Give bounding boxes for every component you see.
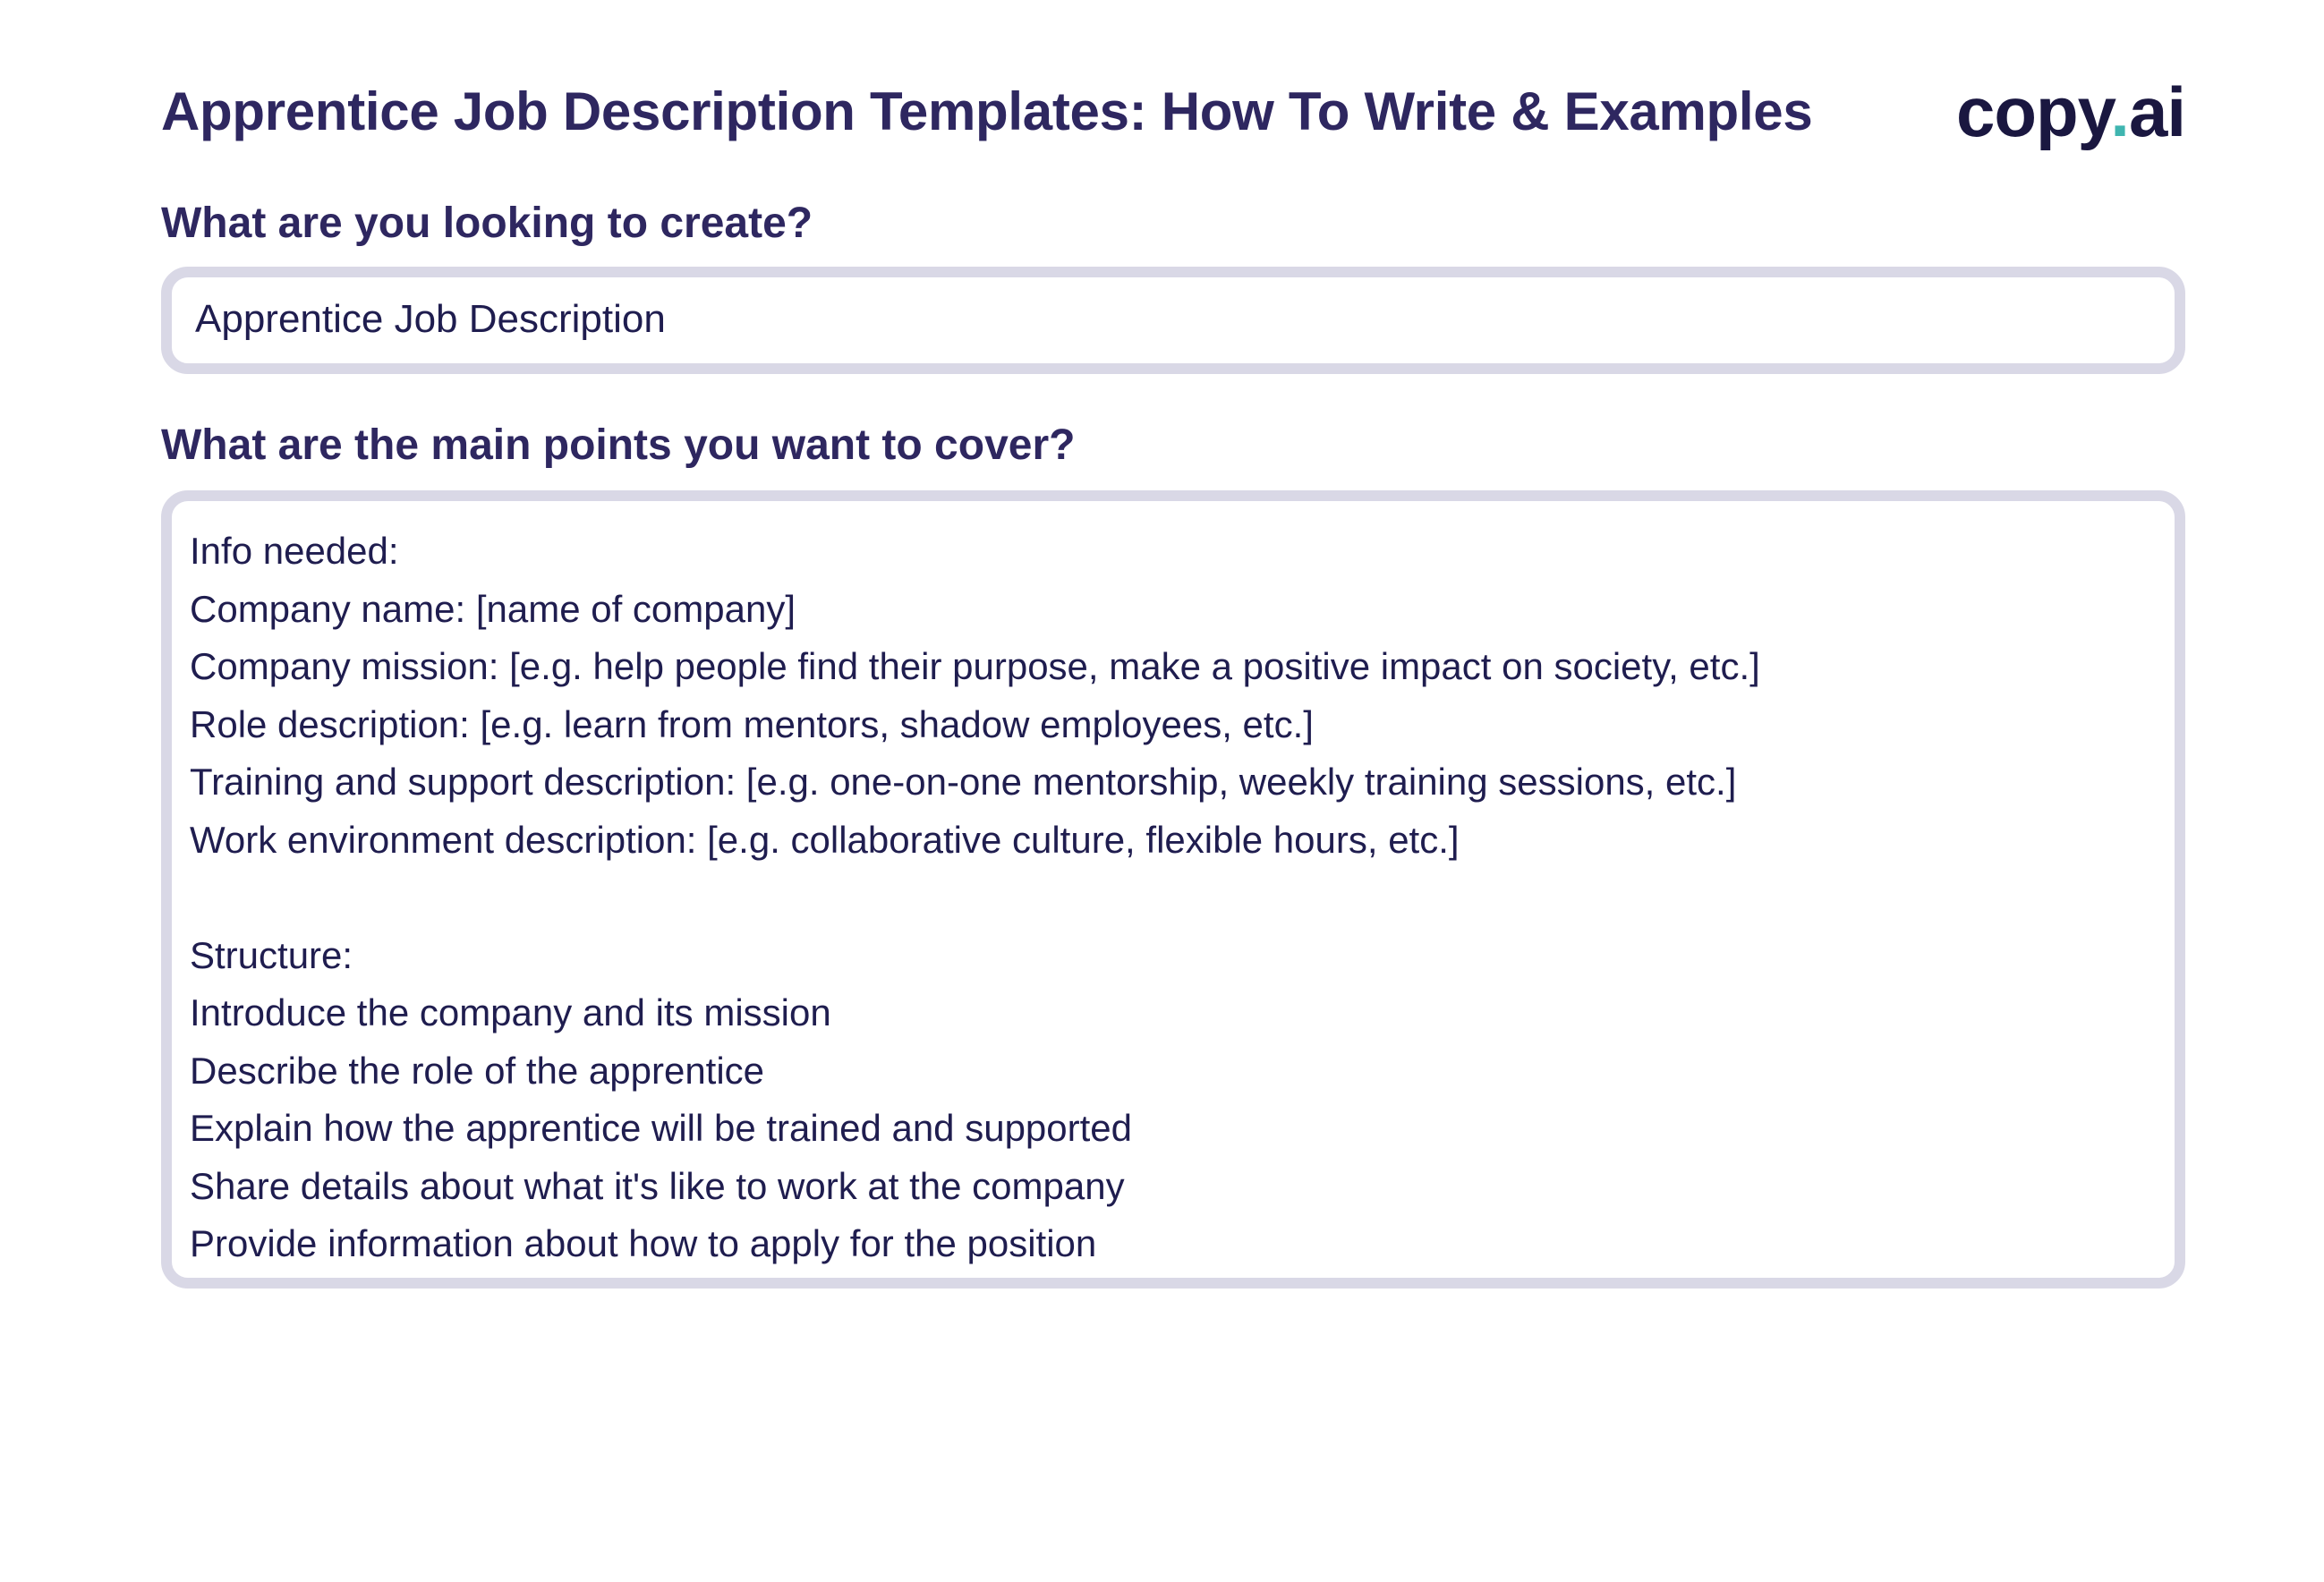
points-line: Training and support description: [e.g. one-on-one mentorship, weekly training sessions, etc.] <box>190 761 1737 803</box>
points-line: Company name: [name of company] <box>190 587 796 630</box>
points-line: Introduce the company and its mission <box>190 991 831 1033</box>
points-line: Role description: [e.g. learn from mentors, shadow employees, etc.] <box>190 702 1314 745</box>
logo-text-main: copy <box>1956 72 2111 151</box>
header <box>161 72 2185 161</box>
points-blank-line <box>190 869 2157 927</box>
points-line: Provide information about how to apply for the position <box>190 1222 1097 1264</box>
points-line: Work environment description: [e.g. collaborative culture, flexible hours, etc.] <box>190 818 1460 861</box>
points-line: Company mission: [e.g. help people find their purpose, make a positive impact on society, etc.] <box>190 645 1760 687</box>
points-line: Share details about what it's like to work at the company <box>190 1164 1125 1207</box>
copy-ai-logo[interactable] <box>1956 72 2185 153</box>
points-line: Structure: <box>190 933 353 976</box>
points-line: Explain how the apprentice will be trained and supported <box>190 1107 1133 1149</box>
create-question-label: What are you looking to create? <box>161 200 813 247</box>
main-points-question-label: What are the main points you want to cover? <box>161 421 1076 469</box>
points-line: Info needed: <box>190 530 399 572</box>
logo-dot: . <box>2110 72 2129 151</box>
points-line: Describe the role of the apprentice <box>190 1049 765 1092</box>
create-input-value: Apprentice Job Description <box>195 297 666 341</box>
page-title: Apprentice Job Description Templates: How To Write & Examples <box>161 81 1813 141</box>
main-points-textarea[interactable] <box>161 490 2185 1289</box>
logo-text-end: ai <box>2128 72 2185 151</box>
create-input[interactable] <box>161 267 2185 374</box>
